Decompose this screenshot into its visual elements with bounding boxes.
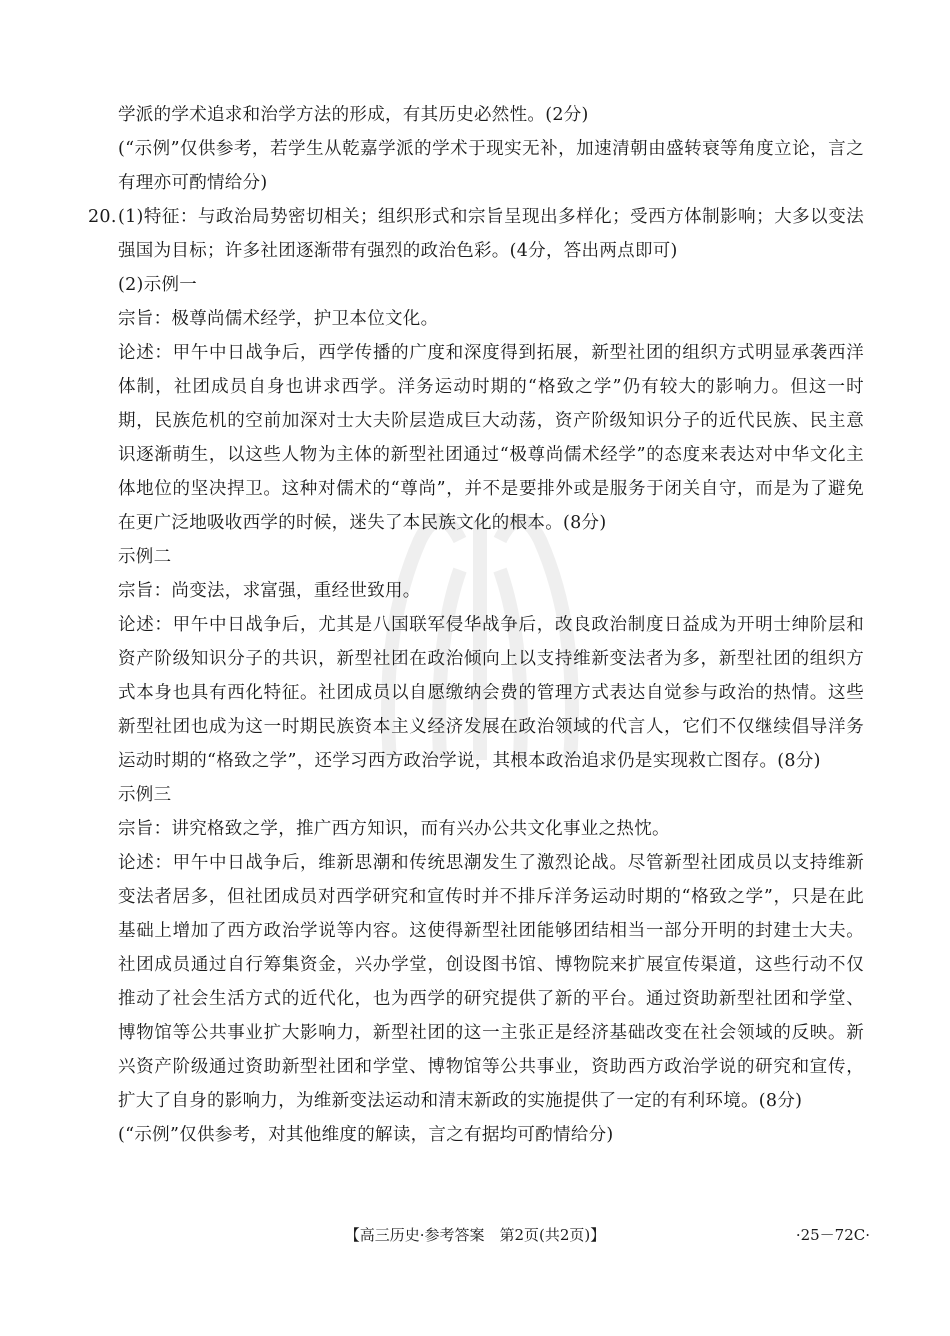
answer-content (88, 98, 864, 1152)
scoring-note-20: (“示例”仅供参考，对其他维度的解读，言之有据均可酌情给分) (118, 1125, 614, 1145)
footer-code: ·25－72C· (795, 1226, 870, 1244)
example-3-argument: 论述：甲午中日战争后，维新思潮和传统思潮发生了激烈论战。尽管新型社团成员以支持维新变法者居多，但社团成员对西学研究和宣传时并不排斥洋务运动时期的“格致之学”，只是在此基础上增加了西方政治学说等内容。这使得新型社团能够团结相当一部分开明的封建士大夫。社团成员通过自行筹集资金，兴办学堂，创设图书馆、博物院来扩展宣传渠道，这些行动不仅推动了社会生活方式的近代化，也为西学的研究提供了新的平台。通过资助新型社团和学堂、博物馆等公共事业扩大影响力，新型社团的这一主张正是经济基础改变在社会领域的反映。新兴资产阶级通过资助新型社团和学堂、博物馆等公共事业，资助西方政治学说的研究和宣传，扩大了自身的影响力，为维新变法运动和清末新政的实施提供了一定的有利环境。(8分) (118, 853, 864, 1111)
paragraph-scoring-note-19: (“示例”仅供参考，若学生从乾嘉学派的学术于现实无补，加速清朝由盛转衰等角度立论，言之有理亦可酌情给分) (118, 139, 864, 193)
example-3-label: 示例三 (118, 785, 172, 805)
page-footer (0, 1224, 950, 1254)
example-2-argument: 论述：甲午中日战争后，尤其是八国联军侵华战争后，改良政治制度日益成为开明士绅阶层和资产阶级知识分子的共识，新型社团在政治倾向上以支持维新变法者为多，新型社团的组织方式本身也具有西化特征。社团成员以自愿缴纳会费的管理方式表达自觉参与政治的热情。这些新型社团也成为这一时期民族资本主义经济发展在政治领域的代言人，它们不仅继续倡导洋务运动时期的“格致之学”，还学习西方政治学说，其根本政治追求仍是实现救亡图存。(8分) (118, 615, 864, 771)
example-2-purpose: 宗旨：尚变法，求富强，重经世致用。 (118, 581, 421, 601)
example-1-argument: 论述：甲午中日战争后，西学传播的广度和深度得到拓展，新型社团的组织方式明显承袭西洋体制，社团成员自身也讲求西学。洋务运动时期的“格致之学”仍有较大的影响力。但这一时期，民族危机的空前加深对士大夫阶层造成巨大动荡，资产阶级知识分子的近代民族、民主意识逐渐萌生，以这些人物为主体的新型社团通过“极尊尚儒术经学”的态度来表达对中华文化主体地位的坚决捍卫。这种对儒术的“尊尚”，并不是要排外或是服务于闭关自守，而是为了避免在更广泛地吸收西学的时候，迷失了本民族文化的根本。(8分) (118, 343, 864, 533)
footer-title: 【高三历史·参考答案 第2页(共2页)】 (344, 1226, 606, 1244)
example-1-purpose: 宗旨：极尊尚儒术经学，护卫本位文化。 (118, 309, 439, 329)
question-number: 20. (88, 207, 117, 227)
question-20-part-1 (88, 200, 864, 268)
paragraph-continuation: 学派的学术追求和治学方法的形成，有其历史必然性。(2分) (118, 105, 589, 125)
question-20-features: (1)特征：与政治局势密切相关；组织形式和宗旨呈现出多样化；受西方体制影响；大多以变法强国为目标；许多社团逐渐带有强烈的政治色彩。(4分，答出两点即可) (118, 207, 864, 261)
part-2-example-1-label: (2)示例一 (118, 275, 198, 295)
example-2-label: 示例二 (118, 547, 172, 567)
example-3-purpose: 宗旨：讲究格致之学，推广西方知识，而有兴办公共文化事业之热忱。 (118, 819, 670, 839)
